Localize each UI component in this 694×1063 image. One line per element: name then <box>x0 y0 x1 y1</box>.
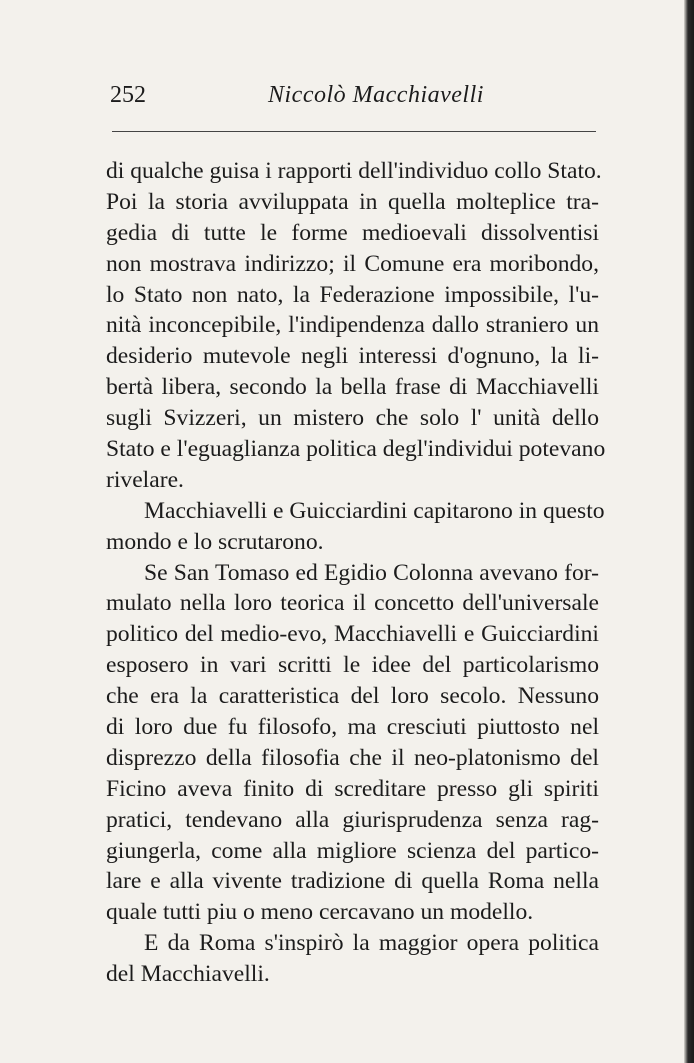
text-line: gedia di tutte le forme medioevali dissolventisi <box>106 219 599 246</box>
text-line: quale tutti piu o meno cercavano un modello. <box>106 899 534 926</box>
page-header <box>108 78 598 118</box>
text-line: lo Stato non nato, la Federazione impossibile, l'u- <box>106 281 599 308</box>
text-line: politico del medio-evo, Macchiavelli e Guicciardini <box>106 621 599 648</box>
header-rule <box>112 131 596 132</box>
text-line: lare e alla vivente tradizione di quella Roma nella <box>106 868 599 895</box>
running-title: Niccolò Macchiavelli <box>268 82 484 108</box>
page-edge <box>684 0 694 1063</box>
paragraph <box>106 156 606 496</box>
text-line: sugli Svizzeri, un mistero che solo l' unità dello <box>106 405 599 432</box>
text-line: disprezzo della filosofia che il neo-platonismo del <box>106 744 599 771</box>
text-line: Poi la storia avviluppata in quella molteplice tra- <box>106 188 599 215</box>
text-line: non mostrava indirizzo; il Comune era moribondo, <box>106 250 599 277</box>
text-line: giungerla, come alla migliore scienza del partico- <box>106 837 599 864</box>
text-line: Macchiavelli e Guicciardini capitarono in questo <box>144 497 605 524</box>
text-line: di loro due fu filosofo, ma cresciuti piuttosto nel <box>106 714 599 741</box>
text-line: desiderio mutevole negli interessi d'ognuno, la li- <box>106 343 599 370</box>
text-line: del Macchiavelli. <box>106 961 270 988</box>
text-line: bertà libera, secondo la bella frase di Macchiavelli <box>106 374 599 401</box>
paragraph <box>106 928 599 990</box>
paragraph <box>106 558 599 929</box>
body-text <box>106 156 606 990</box>
paragraph <box>106 496 605 558</box>
text-line: mulato nella loro teorica il concetto dell'universale <box>106 590 599 617</box>
text-line: nità inconcepibile, l'indipendenza dallo straniero un <box>106 312 599 339</box>
text-line: di qualche guisa i rapporti dell'individuo collo Stato. <box>106 158 602 184</box>
text-line: Se San Tomaso ed Egidio Colonna avevano for- <box>144 559 599 586</box>
text-line: che era la caratteristica del loro secolo. Nessuno <box>106 683 599 710</box>
text-line: Stato e l'eguaglianza politica degl'individui potevano <box>106 436 606 463</box>
text-line: mondo e lo scrutarono. <box>106 528 324 555</box>
text-line: esposero in vari scritti le idee del particolarismo <box>106 652 599 679</box>
text-line: E da Roma s'inspirò la maggior opera politica <box>144 930 599 957</box>
text-line: pratici, tendevano alla giurisprudenza senza rag- <box>106 806 599 833</box>
text-line: rivelare. <box>106 466 184 493</box>
page-number: 252 <box>110 82 146 108</box>
text-line: Ficino aveva finito di screditare presso gli spiriti <box>106 775 599 802</box>
